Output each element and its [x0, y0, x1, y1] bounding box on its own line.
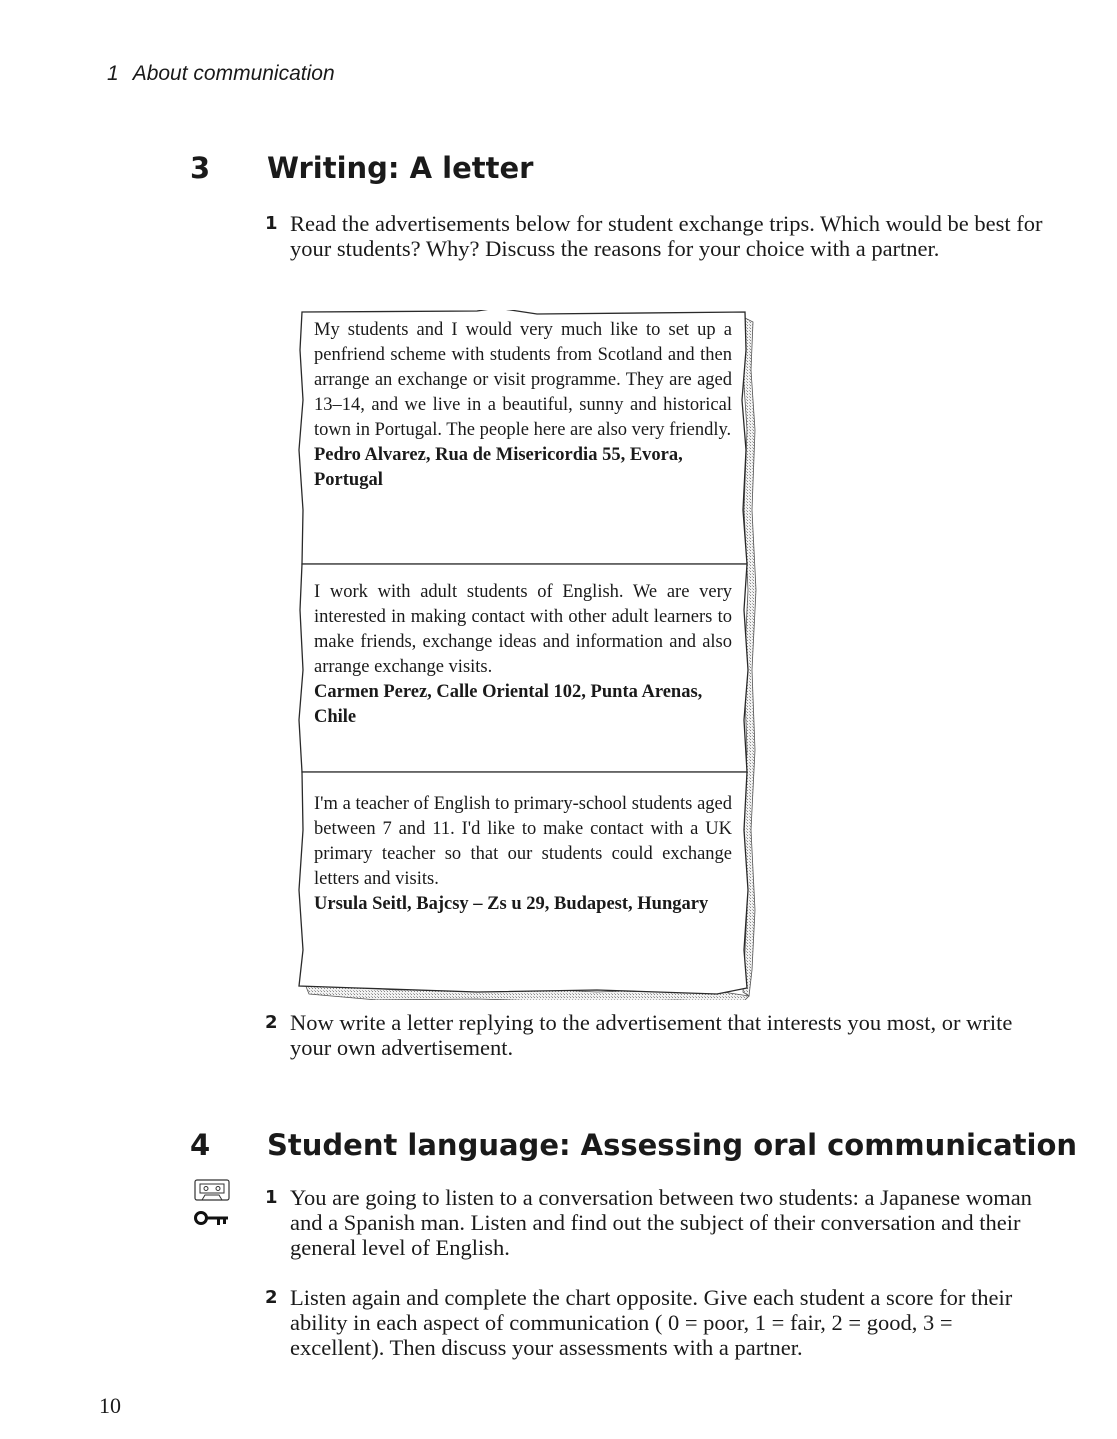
section-3-task-1	[265, 211, 1045, 261]
task-text: Listen again and complete the chart opposite. Give each student a score for their ability in each aspect of communication ( 0 = poor, 1 = fair, 2 = good, 3 = excellent). Then discuss your assessments with a partner.	[290, 1285, 1013, 1360]
advertisement-1	[314, 318, 732, 493]
task-number: 1	[265, 1187, 278, 1208]
advertisement-address: Ursula Seitl, Bajcsy – Zs u 29, Budapest, Hungary	[314, 894, 709, 914]
advertisement-2	[314, 580, 732, 730]
task-text: Now write a letter replying to the advertisement that interests you most, or write your own advertisement.	[290, 1010, 1013, 1060]
cassette-icon	[193, 1178, 233, 1202]
running-head	[107, 62, 335, 86]
advertisement-body: My students and I would very much like to set up a penfriend scheme with students from Scotland and then arrange an exchange or visit programme. They are aged 13–14, and we live in a beautiful, sunny and historical town in Portugal. The people here are also very friendly.	[314, 320, 732, 440]
advertisement-body: I'm a teacher of English to primary-school students aged between 7 and 11. I'd like to make contact with a UK primary teacher so that our students could exchange letters and visits.	[314, 794, 732, 889]
key-icon	[193, 1208, 233, 1228]
section-3-task-2	[265, 1010, 1045, 1060]
section-4-icons	[193, 1178, 233, 1228]
section-4-number: 4	[190, 1128, 211, 1162]
task-number: 2	[265, 1287, 278, 1308]
advertisement-body: I work with adult students of English. We are very interested in making contact with other adult learners to make friends, exchange ideas and information and also arrange exchange visits.	[314, 582, 732, 677]
page-number: 10	[99, 1393, 121, 1418]
section-4-title: Student language: Assessing oral communication	[267, 1128, 1078, 1162]
advertisement-board	[297, 310, 757, 1000]
task-text: Read the advertisements below for student exchange trips. Which would be best for your students? Why? Discuss the reasons for your choice with a partner.	[290, 211, 1043, 261]
running-head-chapter: 1	[107, 62, 119, 85]
advertisement-3	[314, 792, 732, 917]
section-4-task-2	[265, 1285, 1045, 1360]
section-3-number: 3	[190, 151, 211, 185]
section-4-task-1	[265, 1185, 1045, 1260]
advertisement-address: Pedro Alvarez, Rua de Misericordia 55, Evora, Portugal	[314, 445, 683, 490]
task-text: You are going to listen to a conversation between two students: a Japanese woman and a Spanish man. Listen and find out the subject of their conversation and their general level of English.	[290, 1185, 1032, 1260]
task-number: 2	[265, 1012, 278, 1033]
section-3-title: Writing: A letter	[267, 151, 534, 185]
task-number: 1	[265, 213, 278, 234]
running-head-title: About communication	[132, 62, 335, 85]
advertisement-address: Carmen Perez, Calle Oriental 102, Punta Arenas, Chile	[314, 682, 703, 727]
